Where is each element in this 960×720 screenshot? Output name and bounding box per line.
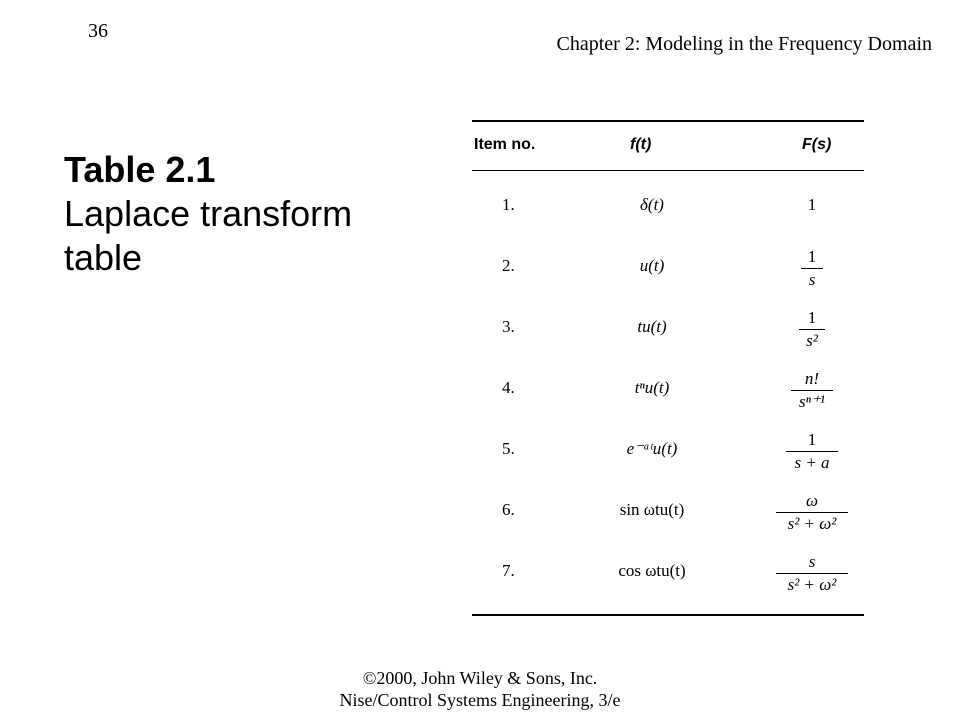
item-number: 1. (502, 195, 515, 214)
laplace-table (472, 120, 864, 616)
table-label: Table 2.1 (64, 149, 216, 190)
table-subtitle-line2: table (64, 237, 143, 278)
table-row (472, 484, 864, 545)
item-number: 5. (502, 439, 515, 458)
item-number: 2. (502, 256, 515, 275)
time-function: δ(t) (640, 195, 664, 214)
item-number: 6. (502, 500, 515, 519)
time-function: tⁿu(t) (634, 378, 670, 397)
copyright-line: ©2000, John Wiley & Sons, Inc. (362, 668, 598, 688)
item-number: 3. (502, 317, 515, 336)
laplace-transform: ω s² + ω² (772, 490, 852, 535)
laplace-transform: n! sⁿ⁺¹ (772, 368, 852, 413)
time-function: u(t) (639, 256, 665, 275)
laplace-transform: s s² + ω² (772, 551, 852, 596)
chapter-title: Chapter 2: Modeling in the Frequency Domain (556, 33, 932, 55)
table-row (472, 240, 864, 301)
footer (0, 667, 960, 711)
table-row (472, 545, 864, 606)
table-row (472, 423, 864, 484)
header-Fs: F(s) (802, 136, 832, 153)
book-reference-line: Nise/Control Systems Engineering, 3/e (339, 690, 621, 710)
table-header (472, 122, 864, 170)
time-function: sin ωtu(t) (619, 500, 685, 519)
item-number: 7. (502, 561, 515, 580)
item-number: 4. (502, 378, 515, 397)
page-number: 36 (88, 20, 108, 42)
laplace-transform: 1 s² (772, 307, 852, 352)
laplace-transform: 1 (807, 195, 817, 214)
table-subtitle-line1: Laplace transform (64, 193, 353, 234)
time-function: e⁻ᵃᵗu(t) (626, 439, 678, 458)
table-row (472, 362, 864, 423)
table-row (472, 179, 864, 240)
header-ft: f(t) (630, 136, 652, 153)
laplace-transform: 1 s + a (772, 429, 852, 474)
time-function: cos ωtu(t) (618, 561, 686, 580)
slide-title (64, 148, 434, 280)
table-bottom-rule (472, 614, 864, 616)
table-row (472, 301, 864, 362)
time-function: tu(t) (637, 317, 667, 336)
header-item-no: Item no. (474, 136, 536, 153)
laplace-transform: 1 s (772, 246, 852, 291)
